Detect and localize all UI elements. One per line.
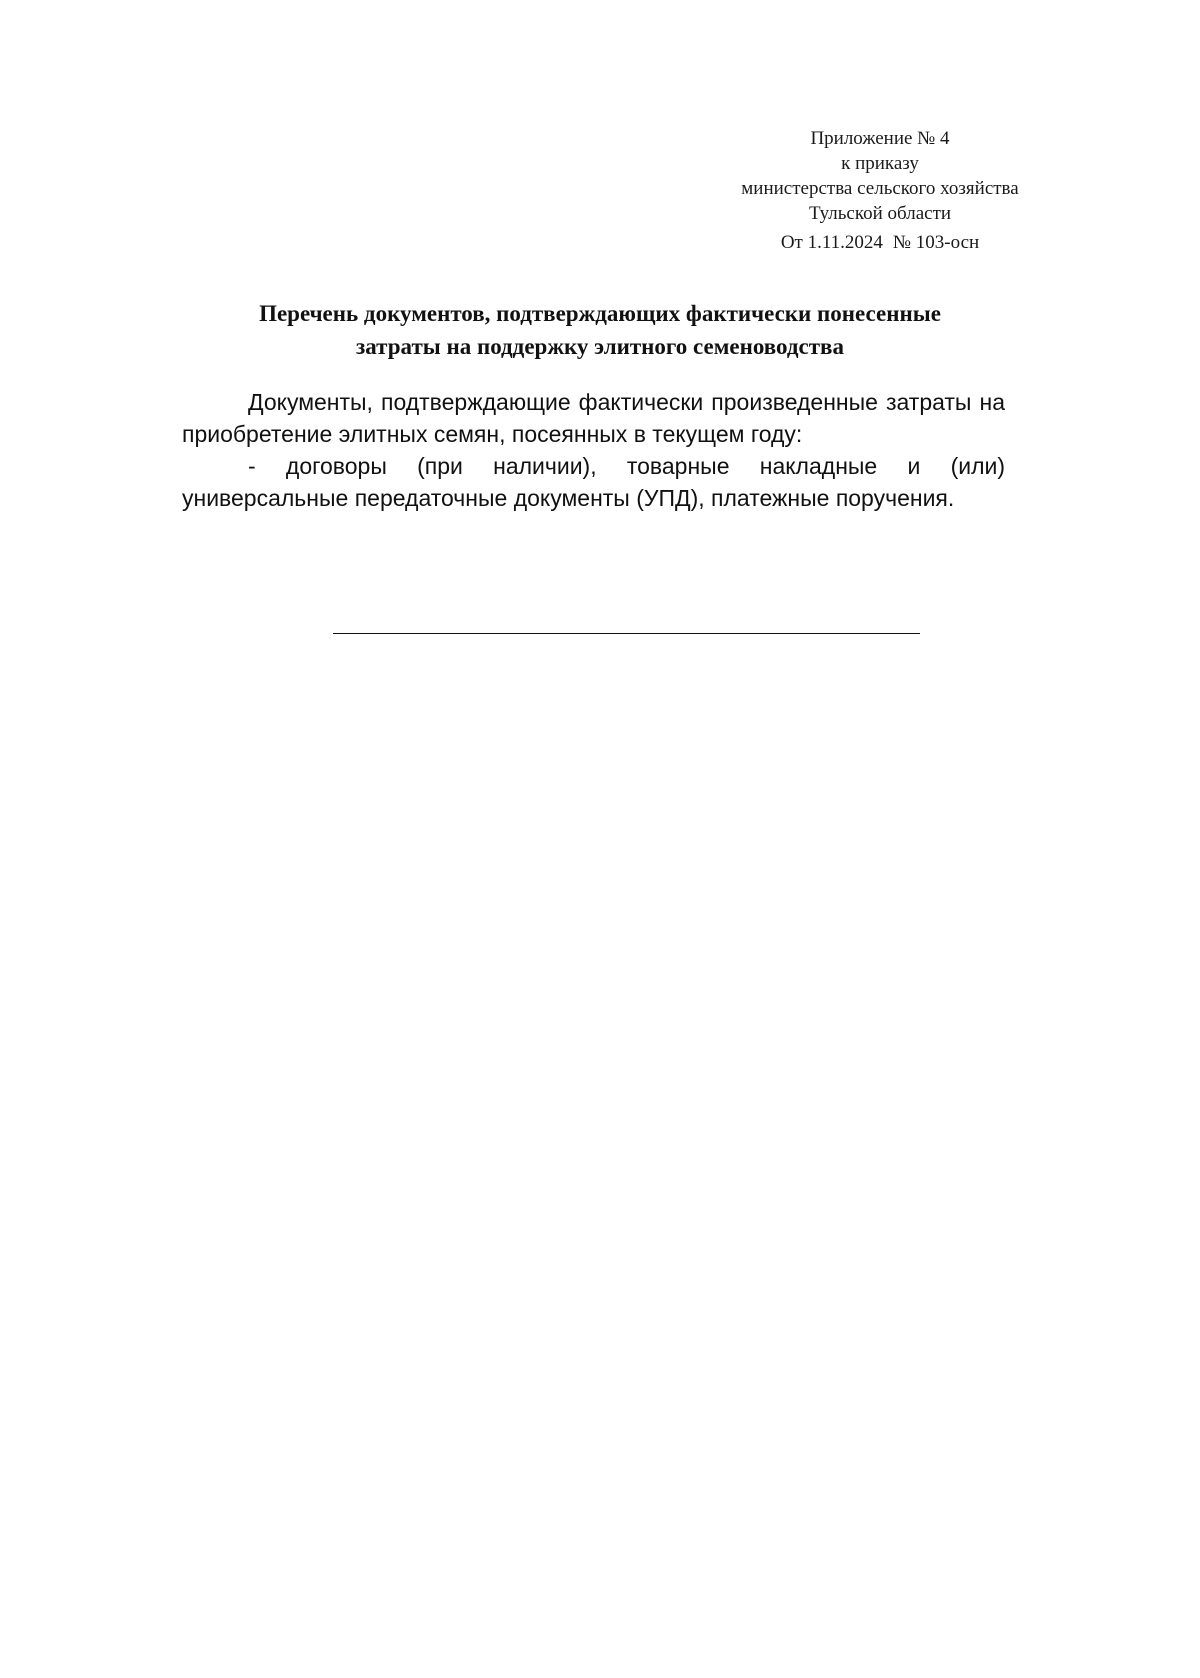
end-divider [333, 633, 920, 634]
order-number: № 103-осн [892, 232, 980, 253]
body-paragraph-2: - договоры (при наличии), товарные накладные и (или) универсальные передаточные документы (УПД), платежные поручения. [182, 453, 1005, 511]
title-line-2: затраты на поддержку элитного семеноводства [356, 334, 844, 359]
appendix-number: Приложение № 4 [810, 128, 950, 149]
appendix-ministry: министерства сельского хозяйства [741, 178, 1019, 199]
appendix-order-ref: к приказу [841, 153, 919, 174]
document-body [182, 386, 1005, 514]
document-title [150, 297, 1050, 363]
body-paragraph-1: Документы, подтверждающие фактически произведенные затраты на приобретение элитных семян, посеянных в текущем году: [182, 389, 1005, 447]
title-line-1: Перечень документов, подтверждающих фактически понесенные [259, 301, 941, 326]
appendix-region: Тульской области [808, 203, 952, 224]
appendix-header [700, 126, 1060, 255]
order-date: От 1.11.2024 [780, 232, 883, 253]
appendix-order-date-line [700, 230, 1060, 255]
